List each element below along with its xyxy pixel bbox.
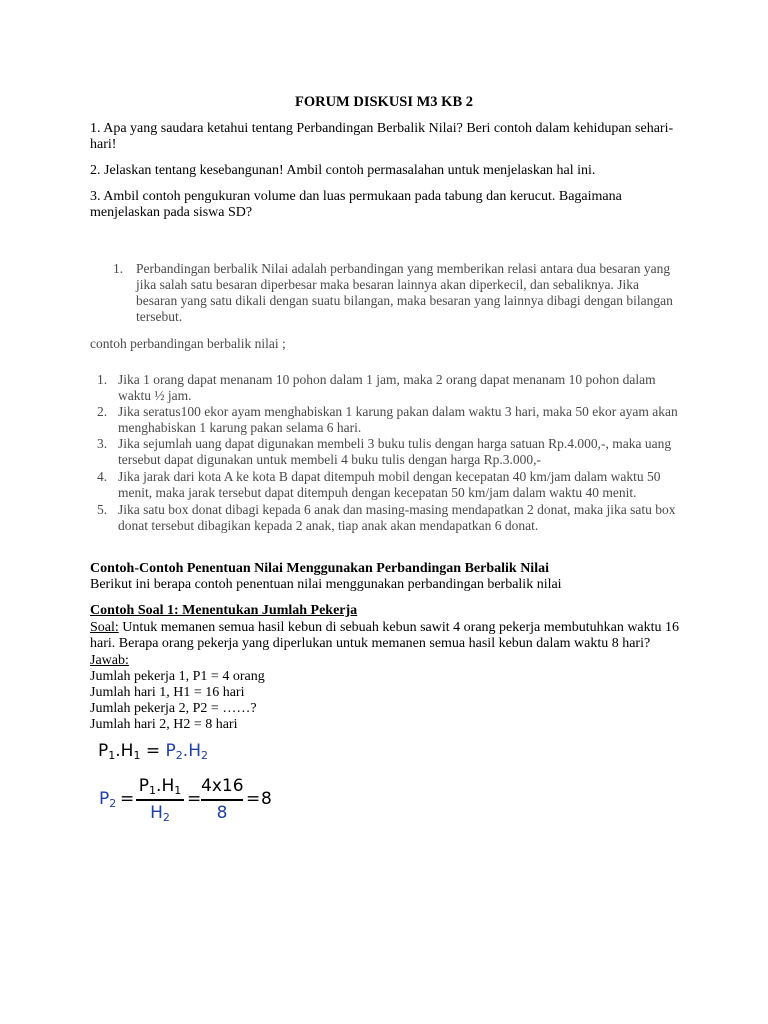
page-title: FORUM DISKUSI M3 KB 2 [294, 94, 474, 110]
fraction-bar [136, 799, 184, 801]
given-line: Jumlah hari 1, H1 = 16 hari [90, 685, 245, 700]
fraction-numerator: $P_1.H_1$ [138, 776, 182, 797]
fraction-bar [201, 799, 243, 801]
formula-equation-1: $P_1.H_1 = P_2.H_2$ [98, 741, 208, 762]
example-number: 3. [97, 436, 108, 451]
answer-1-text: Perbandingan berbalik Nilai adalah perbandingan yang memberikan relasi antara dua besaran yang jika salah satu besaran diperbesar maka besaran lainnya akan diperkecil, dan sebaliknya. Jika besaran yang satu dikali dengan suatu bilangan, maka besaran yang lainnya dibagi dengan bilangan tersebut. [136, 261, 673, 324]
formula-equals: = [187, 789, 202, 809]
soal-label: Soal: [90, 620, 119, 635]
problem-statement [90, 620, 685, 652]
example-item: Jika satu box donat dibagi kepada 6 anak dan masing-masing mendapatkan 2 donat, maka jika satu box donat tersebut dibagikan kepada 2 anak, tiap anak akan mendapatkan 6 donat. [118, 502, 676, 533]
given-line: Jumlah pekerja 2, P2 = ……? [90, 701, 257, 716]
given-line: Jumlah hari 2, H2 = 8 hari [90, 717, 238, 732]
example-item: Jika jarak dari kota A ke kota B dapat ditempuh mobil dengan kecepatan 40 km/jam dalam waktu 50 menit, maka jarak tersebut dapat ditempuh dengan kecepatan 50 km/jam dalam waktu 40 menit. [118, 469, 661, 500]
example-number: 4. [97, 469, 108, 484]
problem-heading: Contoh Soal 1: Menentukan Jumlah Pekerja [90, 603, 358, 618]
jawab-label: Jawab: [90, 653, 129, 668]
question-1: 1. Apa yang saudara ketahui tentang Perbandingan Berbalik Nilai? Beri contoh dalam kehidupan sehari-hari! [90, 121, 674, 152]
fraction-denominator-value: 8 [216, 803, 228, 823]
answer-1-number: 1. [113, 261, 124, 276]
example-item: Jika 1 orang dapat menanam 10 pohon dalam 1 jam, maka 2 orang dapat menanam 10 pohon dalam waktu ½ jam. [118, 372, 656, 403]
example-item: Jika seratus100 ekor ayam menghabiskan 1 karung pakan dalam waktu 3 hari, maka 50 ekor ayam akan menghabiskan 1 karung pakan selama 6 hari. [118, 404, 678, 435]
fraction-denominator: $H_2$ [150, 803, 170, 824]
example-number: 1. [97, 372, 108, 387]
question-3: 3. Ambil contoh pengukuran volume dan luas permukaan pada tabung dan kerucut. Bagaimana menjelaskan pada siswa SD? [90, 189, 622, 220]
formula-result: 8 [261, 789, 272, 809]
fraction-numerator-value: 4x16 [201, 776, 244, 796]
formula-equals: = [120, 789, 135, 809]
section-intro: Berikut ini berapa contoh penentuan nilai menggunakan perbandingan berbalik nilai [90, 577, 562, 592]
formula-lhs: $P_2$ [99, 789, 117, 810]
example-number: 5. [97, 502, 108, 517]
examples-intro: contoh perbandingan berbalik nilai ; [90, 336, 286, 351]
example-item: Jika sejumlah uang dapat digunakan membeli 3 buku tulis dengan harga satuan Rp.4.000,-, maka uang tersebut dapat digunakan untuk membeli 4 buku tulis dengan harga Rp.3.000,- [118, 436, 672, 467]
question-2: 2. Jelaskan tentang kesebangunan! Ambil contoh permasalahan untuk menjelaskan hal ini. [90, 163, 596, 178]
soal-text: Untuk memanen semua hasil kebun di sebuah kebun sawit 4 orang pekerja membutuhkan waktu 16 hari. Berapa orang pekerja yang diperlukan untuk memanen semua hasil kebun dalam waktu 8 hari? [90, 620, 680, 651]
formula-equals: = [246, 789, 261, 809]
section-heading: Contoh-Contoh Penentuan Nilai Menggunakan Perbandingan Berbalik Nilai [90, 561, 549, 576]
example-number: 2. [97, 404, 108, 419]
given-line: Jumlah pekerja 1, P1 = 4 orang [90, 669, 265, 684]
